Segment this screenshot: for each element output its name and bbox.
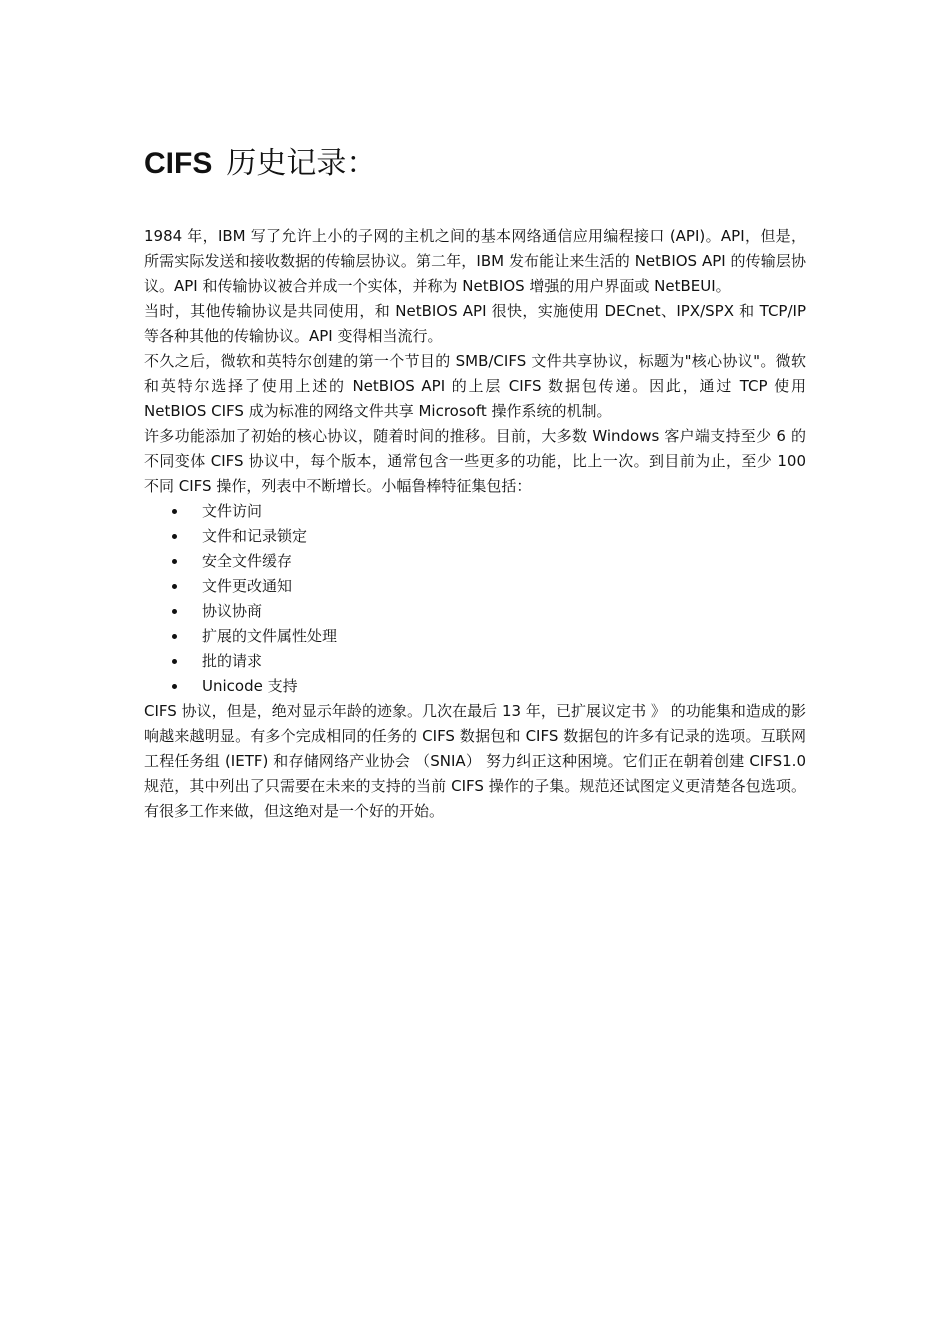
- paragraph-core-protocol: 不久之后，微软和英特尔创建的第一个节目的 SMB/CIFS 文件共享协议，标题为"核心协议"。微软和英特尔选择了使用上述的 NetBIOS API 的上层 CIFS 数据包传递。因此，通过 TCP 使用 NetBIOS CIFS 成为标准的网络文件共享 Microsoft 操作系统的机制。: [144, 352, 806, 420]
- bullet-icon: [172, 609, 177, 614]
- bullet-icon: [172, 584, 177, 589]
- list-item: 文件更改通知: [172, 574, 806, 599]
- list-item: 文件访问: [172, 499, 806, 524]
- list-item: 批的请求: [172, 649, 806, 674]
- feature-list: [144, 499, 806, 699]
- list-item: 安全文件缓存: [172, 549, 806, 574]
- bullet-icon: [172, 634, 177, 639]
- paragraph-cifs-age: CIFS 协议，但是，绝对显示年龄的迹象。几次在最后 13 年，已扩展议定书 》 的功能集和造成的影响越来越明显。有多个完成相同的任务的 CIFS 数据包和 CIFS 数据包的许多有记录的选项。互联网工程任务组 (IETF) 和存储网络产业协会 （SNIA） 努力纠正这种困境。它们正在朝着创建 CIFS1.0 规范，其中列出了只需要在未来的支持的当前 CIFS 操作的子集。规范还试图定义更清楚各包选项。有很多工作来做，但这绝对是一个好的开始。: [144, 702, 806, 820]
- bullet-icon: [172, 534, 177, 539]
- paragraph-transport-protocols: 当时，其他传输协议是共同使用，和 NetBIOS API 很快，实施使用 DECnet、IPX/SPX 和 TCP/IP 等各种其他的传输协议。API 变得相当流行。: [144, 302, 806, 345]
- title-latin: CIFS: [144, 147, 213, 180]
- bullet-icon: [172, 659, 177, 664]
- list-item: 文件和记录锁定: [172, 524, 806, 549]
- list-item: 扩展的文件属性处理: [172, 624, 806, 649]
- paragraph-history-ibm: 1984 年，IBM 写了允许上小的子网的主机之间的基本网络通信应用编程接口 (API)。API，但是，所需实际发送和接收数据的传输层协议。第二年，IBM 发布能让来生活的 NetBIOS API 的传输层协议。API 和传输协议被合并成一个实体，并称为 NetBIOS 增强的用户界面或 NetBEUI。: [144, 227, 806, 295]
- bullet-icon: [172, 559, 177, 564]
- title-cjk: 历史记录：: [226, 146, 377, 181]
- document-page: [144, 140, 806, 824]
- paragraph-features-added: 许多功能添加了初始的核心协议，随着时间的推移。目前，大多数 Windows 客户端支持至少 6 的不同变体 CIFS 协议中，每个版本，通常包含一些更多的功能，比上一次。到目前为止，至少 100 不同 CIFS 操作，列表中不断增长。小幅鲁棒特征集包括：: [144, 427, 806, 495]
- bullet-icon: [172, 684, 177, 689]
- bullet-icon: [172, 509, 177, 514]
- list-item: Unicode 支持: [172, 674, 806, 699]
- list-item: 协议协商: [172, 599, 806, 624]
- document-title: [144, 140, 806, 188]
